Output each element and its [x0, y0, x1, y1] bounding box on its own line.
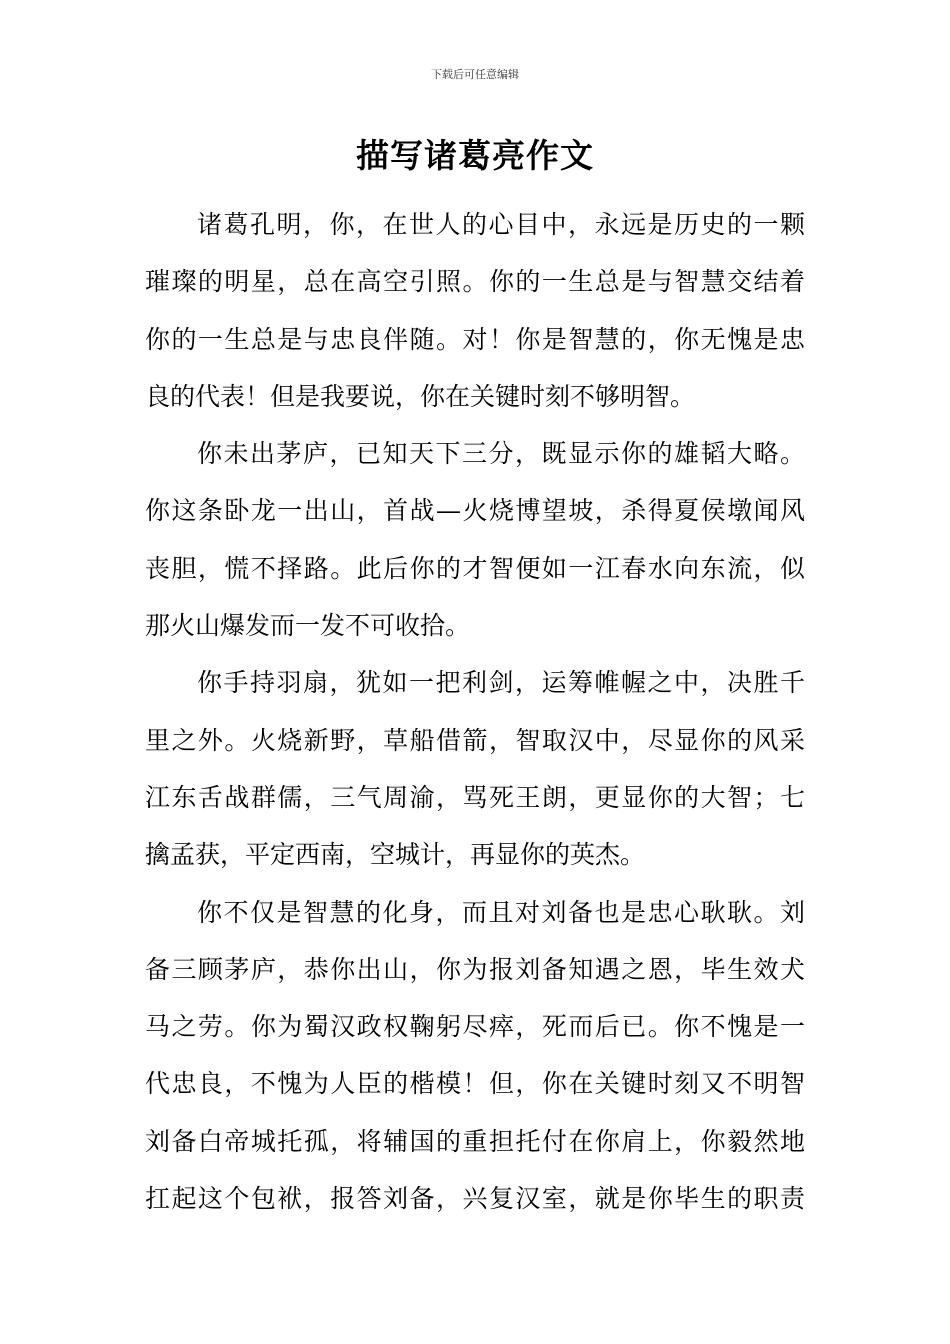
document-title: 描写诸葛亮作文	[356, 136, 594, 175]
paragraph-line: 你未出茅庐，已知天下三分，既显示你的雄韬大略。	[197, 439, 805, 469]
header-note: 下载后可任意编辑	[431, 68, 519, 81]
paragraph-line: 璀璨的明星，总在高空引照。你的一生总是与智慧交结着	[145, 267, 805, 297]
paragraph-line: 马之劳。你为蜀汉政权鞠躬尽瘁，死而后已。你不愧是一	[145, 1012, 805, 1042]
paragraph-line: 良的代表！但是我要说，你在关键时刻不够明智。	[145, 381, 696, 411]
paragraph-line: 擒孟获，平定西南，空城计，再显你的英杰。	[145, 840, 646, 870]
paragraph-line: 代忠良，不愧为人臣的楷模！但，你在关键时刻又不明智	[145, 1069, 805, 1099]
body-text	[145, 196, 805, 1227]
paragraph-line: 里之外。火烧新野，草船借箭，智取汉中，尽显你的风采	[145, 725, 805, 755]
paragraph-line: 你这条卧龙一出山，首战—火烧博望坡，杀得夏侯墩闻风	[145, 496, 805, 526]
paragraph-line: 江东舌战群儒，三气周渝，骂死王朗，更显你的大智；七	[145, 782, 805, 812]
paragraph-line: 丧胆，慌不择路。此后你的才智便如一江春水向东流，似	[145, 553, 805, 583]
paragraph-line: 扛起这个包袱，报答刘备，兴复汉室，就是你毕生的职责	[145, 1184, 805, 1214]
paragraph-line: 你的一生总是与忠良伴随。对！你是智慧的，你无愧是忠	[145, 324, 805, 354]
paragraph-line: 刘备白帝城托孤，将辅国的重担托付在你肩上，你毅然地	[145, 1126, 805, 1156]
paragraph-line: 你手持羽扇，犹如一把利剑，运筹帷幄之中，决胜千	[197, 668, 805, 698]
paragraph-line: 备三顾茅庐，恭你出山，你为报刘备知遇之恩，毕生效犬	[145, 954, 805, 984]
paragraph-line: 那火山爆发而一发不可收拾。	[145, 611, 471, 641]
paragraph-line: 你不仅是智慧的化身，而且对刘备也是忠心耿耿。刘	[197, 897, 805, 927]
paragraph-line: 诸葛孔明，你，在世人的心目中，永远是历史的一颗	[197, 210, 805, 239]
